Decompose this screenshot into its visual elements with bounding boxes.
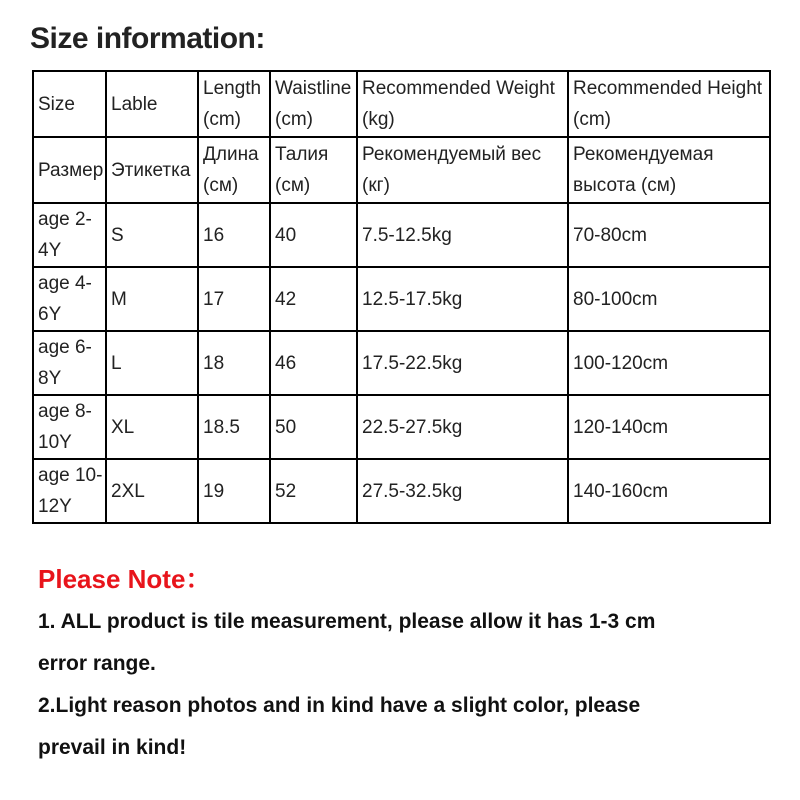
page-title: Size information:: [30, 22, 265, 55]
table-cell: age 8-10Y: [33, 395, 106, 459]
header-cell: Lable: [106, 71, 198, 137]
table-cell: 100-120cm: [568, 331, 770, 395]
table-cell: S: [106, 203, 198, 267]
table-cell: L: [106, 331, 198, 395]
table-cell: 17: [198, 267, 270, 331]
header-cell: Recommended Weight (kg): [357, 71, 568, 137]
table-cell: 17.5-22.5kg: [357, 331, 568, 395]
table-cell: age 4-6Y: [33, 267, 106, 331]
table-cell: XL: [106, 395, 198, 459]
header-row-russian: [33, 137, 770, 203]
table-cell: 52: [270, 459, 357, 523]
header-cell: Waistline (cm): [270, 71, 357, 137]
table-row: [33, 459, 770, 523]
table-cell: 70-80cm: [568, 203, 770, 267]
table-cell: 46: [270, 331, 357, 395]
header-cell: Рекомендуемая высота (см): [568, 137, 770, 203]
header-cell: Size: [33, 71, 106, 137]
header-cell: Длина (см): [198, 137, 270, 203]
table-cell: M: [106, 267, 198, 331]
header-cell: Этикетка: [106, 137, 198, 203]
header-cell: Рекомендуемый вес (кг): [357, 137, 568, 203]
table-cell: 80-100cm: [568, 267, 770, 331]
table-cell: 120-140cm: [568, 395, 770, 459]
table-cell: 27.5-32.5kg: [357, 459, 568, 523]
table-cell: 7.5-12.5kg: [357, 203, 568, 267]
note-line-1-continued: error range.: [38, 652, 156, 675]
table-cell: age 6-8Y: [33, 331, 106, 395]
size-table: [32, 70, 771, 524]
table-cell: 22.5-27.5kg: [357, 395, 568, 459]
table-cell: 40: [270, 203, 357, 267]
note-line-2-continued: prevail in kind!: [38, 736, 187, 759]
note-line-2: 2.Light reason photos and in kind have a slight color, please: [38, 694, 641, 717]
table-cell: 140-160cm: [568, 459, 770, 523]
note-title: Please Note：: [38, 564, 212, 594]
table-cell: 19: [198, 459, 270, 523]
header-cell: Талия (см): [270, 137, 357, 203]
table-cell: 12.5-17.5kg: [357, 267, 568, 331]
note-line-1: 1. ALL product is tile measurement, please allow it has 1-3 cm: [38, 610, 656, 633]
table-cell: 16: [198, 203, 270, 267]
header-cell: Recommended Height (cm): [568, 71, 770, 137]
table-cell: age 2-4Y: [33, 203, 106, 267]
table-cell: 2XL: [106, 459, 198, 523]
table-row: [33, 331, 770, 395]
header-cell: Размер: [33, 137, 106, 203]
table-cell: age 10-12Y: [33, 459, 106, 523]
table-cell: 18.5: [198, 395, 270, 459]
table-cell: 42: [270, 267, 357, 331]
table-row: [33, 203, 770, 267]
header-cell: Length (cm): [198, 71, 270, 137]
table-row: [33, 267, 770, 331]
table-row: [33, 395, 770, 459]
table-cell: 18: [198, 331, 270, 395]
table-cell: 50: [270, 395, 357, 459]
header-row-english: [33, 71, 770, 137]
